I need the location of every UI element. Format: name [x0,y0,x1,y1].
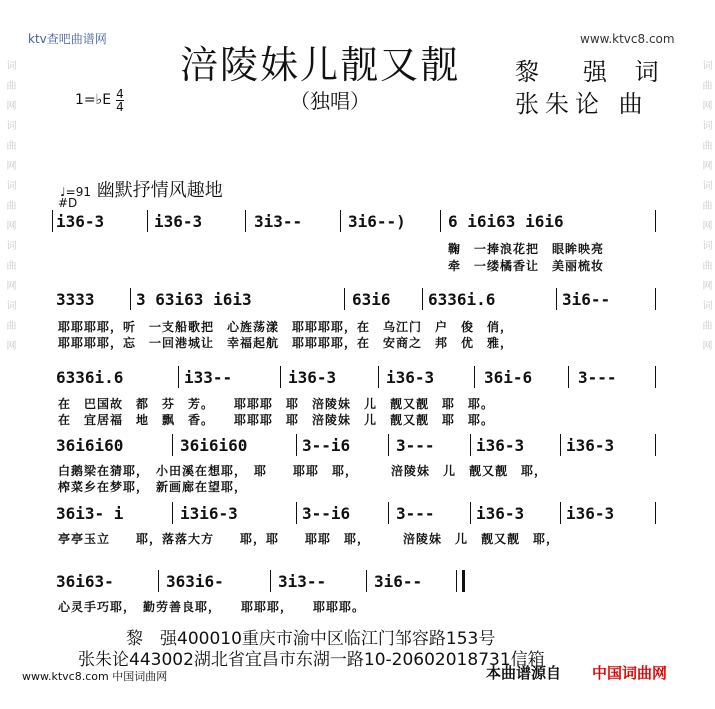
measure: 3i3-- [254,212,303,231]
lyrics-row-6: 心灵手巧耶， 勤劳善良耶， 耶耶耶， 耶耶耶。 [58,600,366,614]
measure: 3--- [396,436,435,455]
measure: 3i6-- [562,290,611,309]
measure: i36-3 [56,212,105,231]
measure: 36i6i60 [56,436,124,455]
lyrics-row-1-verse-1: 鞠 一捧浪花把 眼眸映亮 [448,242,605,256]
footer-brand-logo[interactable]: 中国词曲网 [592,664,668,682]
site-url-right[interactable]: www.ktvc8.com [580,32,675,46]
measure: i36-3 [386,368,435,387]
barline [388,502,389,524]
barline [280,366,281,388]
barline [178,366,179,388]
time-signature [116,88,124,113]
measure: 363i6- [166,572,224,591]
composer-credit: 张朱论 曲 [515,90,649,118]
measure: 3--i6 [302,436,351,455]
lyrics-row-5: 亭亭玉立 耶，落落大方 耶，耶 耶耶 耶， 涪陵妹 儿 靓又靓 耶， [58,532,560,546]
song-subtitle: （独唱） [290,89,370,113]
measure: i36-3 [288,368,337,387]
barline [245,210,246,232]
barline [456,570,457,592]
lyrics-row-1-verse-2: 牵 一缕橘香让 美丽梳妆 [448,259,605,273]
measure: 3i6--) [348,212,406,231]
lyrics-row-4-verse-2: 榨菜乡在梦耶， 新画廊在望耶， [58,480,248,494]
address-lyricist: 黎 强400010重庆市渝中区临江门邹容路153号 [126,629,496,649]
watermark-right: 词曲网词曲网词曲网词曲网词曲网 [700,60,711,360]
measure: i36-3 [566,436,615,455]
tempo-mark: ♩=91 [60,185,91,199]
lyrics-row-3-verse-1: 在 巴国故 都 芬 芳。 耶耶耶 耶 涪陵妹 儿 靓又靓 耶 耶。 [58,397,495,411]
tempo-line [60,176,223,202]
song-title: 涪陵妹儿靓又靓 [180,43,461,87]
barline [388,434,389,456]
measure: 36i3- i [56,504,124,523]
lyrics-row-3-verse-2: 在 宜居福 地 飘 香。 耶耶耶 耶 涪陵妹 儿 靓又靓 耶 耶。 [58,413,495,427]
barline [440,210,441,232]
measure: i36-3 [476,504,525,523]
measure: 3 63i63 i6i3 [136,290,252,309]
measure: i33-- [184,368,233,387]
measure: 6 i6i63 i6i6 [448,212,564,231]
barline [655,210,656,232]
measure: i36-3 [154,212,203,231]
measure: 3--- [396,504,435,523]
barline [655,366,656,388]
lyricist-credit: 黎 强 词 [515,58,669,86]
barline [560,434,561,456]
meter-bottom: 4 [116,100,124,114]
measure: 3i3-- [278,572,327,591]
footer-site[interactable]: www.ktvc8.com 中国词曲网 [22,670,168,683]
barline [568,366,569,388]
key-signature: 1=♭E [75,92,112,108]
barline [296,502,297,524]
address-composer: 张朱论443002湖北省宜昌市东湖一路10-20602018731信箱 [78,650,545,670]
measure: 36i-6 [484,368,533,387]
barline [172,502,173,524]
measure: 36i6i60 [180,436,248,455]
barline [366,570,367,592]
barline [560,502,561,524]
barline [378,366,379,388]
barline [158,570,159,592]
measure: 6336i.6 [428,290,496,309]
barline [474,366,475,388]
barline [470,502,471,524]
site-name-left: ktv查吧曲谱网 [28,32,107,46]
measure: 6336i.6 [56,368,124,387]
lyrics-row-2-verse-2: 耶耶耶耶，忘 一回港城让 幸福起航 耶耶耶耶，在 安商之 邦 优 雅， [58,336,514,350]
watermark-left: 词曲网词曲网词曲网词曲网词曲网 [4,60,15,360]
measure: 36i63- [56,572,114,591]
measure: 3333 [56,290,95,309]
lyrics-row-4-verse-1: 白鹅梁在猜耶， 小田溪在想耶， 耶 耶耶 耶， 涪陵妹 儿 靓又靓 耶， [58,464,548,478]
measure: 3--- [578,368,617,387]
barline [344,288,345,310]
barline [270,570,271,592]
footer-source-label: 本曲谱源自 [486,664,562,682]
barline [130,288,131,310]
barline [655,288,656,310]
barline [470,434,471,456]
meter-top: 4 [116,87,124,101]
barline [340,210,341,232]
measure: i3i6-3 [180,504,238,523]
barline [147,210,148,232]
barline [556,288,557,310]
measure: i36-3 [566,504,615,523]
final-barline [462,570,465,592]
measure: 3i6-- [374,572,423,591]
barline [655,434,656,456]
tempo-text: 幽默抒情风趣地 [96,180,223,201]
barline [52,210,53,232]
barline [422,288,423,310]
key-mark: #D [58,196,78,210]
lyrics-row-2-verse-1: 耶耶耶耶，听 一支船歌把 心旌荡漾 耶耶耶耶，在 乌江门 户 俊 俏， [58,320,514,334]
measure: 63i6 [352,290,391,309]
measure: 3--i6 [302,504,351,523]
measure: i36-3 [476,436,525,455]
barline [296,434,297,456]
barline [655,502,656,524]
barline [172,434,173,456]
